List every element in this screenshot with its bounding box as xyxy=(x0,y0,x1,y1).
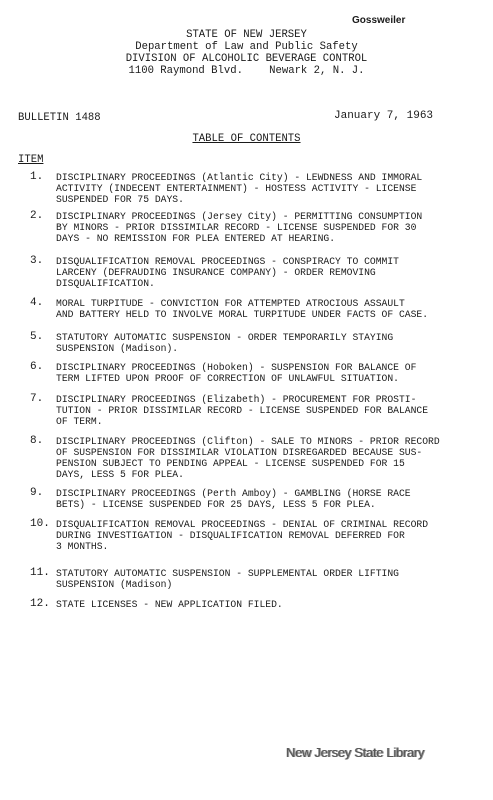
header-division: DIVISION OF ALCOHOLIC BEVERAGE CONTROL xyxy=(125,53,368,65)
item-text xyxy=(56,519,481,552)
item-text-line: STATUTORY AUTOMATIC SUSPENSION - ORDER TEMPORARILY STAYING xyxy=(56,332,394,343)
item-text xyxy=(56,298,481,320)
item-text xyxy=(56,211,481,244)
item-text-line: DAYS - NO REMISSION FOR PLEA ENTERED AT HEARING. xyxy=(56,233,336,244)
item-text xyxy=(56,488,481,510)
item-text-line: SUSPENSION (Madison). xyxy=(56,343,179,354)
item-number: 9. xyxy=(30,487,44,499)
item-text-line: DISQUALIFICATION REMOVAL PROCEEDINGS - DENIAL OF CRIMINAL RECORD xyxy=(56,519,429,530)
item-text-line: DISCIPLINARY PROCEEDINGS (Hoboken) - SUSPENSION FOR BALANCE OF xyxy=(56,362,417,373)
bulletin-date: January 7, 1963 xyxy=(334,110,434,122)
item-text-line: DISQUALIFICATION. xyxy=(56,278,155,289)
item-text-line: DISCIPLINARY PROCEEDINGS (Clifton) - SALE TO MINORS - PRIOR RECORD xyxy=(56,436,440,447)
item-text-line: MORAL TURPITUDE - CONVICTION FOR ATTEMPTED ATROCIOUS ASSAULT xyxy=(56,298,405,309)
item-text-line: DURING INVESTIGATION - DISQUALIFICATION REMOVAL DEFERRED FOR xyxy=(56,530,405,541)
item-column-header: ITEM xyxy=(18,154,44,166)
item-text-line: OF SUSPENSION FOR DISSIMILAR VIOLATION DISREGARDED BECAUSE SUS- xyxy=(56,447,423,458)
item-text-line: DISCIPLINARY PROCEEDINGS (Jersey City) - PERMITTING CONSUMPTION xyxy=(56,211,423,222)
item-text-line: ACTIVITY (INDECENT ENTERTAINMENT) - HOSTESS ACTIVITY - LICENSE xyxy=(56,183,417,194)
item-number: 11. xyxy=(30,567,50,579)
item-text-line: TERM LIFTED UPON PROOF OF CORRECTION OF UNLAWFUL SITUATION. xyxy=(56,373,399,384)
address-street: 1100 Raymond Blvd. xyxy=(128,65,243,77)
item-text xyxy=(56,394,481,427)
item-text xyxy=(56,599,481,610)
item-text-line: BY MINORS - PRIOR DISSIMILAR RECORD - LICENSE SUSPENDED FOR 30 xyxy=(56,222,417,233)
item-text xyxy=(56,568,481,590)
item-number: 1. xyxy=(30,171,44,183)
item-number: 7. xyxy=(30,393,44,405)
item-text xyxy=(56,172,481,205)
item-text-line: STATE LICENSES - NEW APPLICATION FILED. xyxy=(56,599,283,610)
item-text-line: AND BATTERY HELD TO INVOLVE MORAL TURPITUDE UNDER FACTS OF CASE. xyxy=(56,309,429,320)
item-text-line: SUSPENDED FOR 75 DAYS. xyxy=(56,194,184,205)
toc-title: TABLE OF CONTENTS xyxy=(192,133,301,145)
header-address xyxy=(0,66,493,77)
item-text xyxy=(56,332,481,354)
bulletin-number: BULLETIN 1488 xyxy=(18,112,101,124)
item-text xyxy=(56,362,481,384)
item-text-line: DISCIPLINARY PROCEEDINGS (Atlantic City) - LEWDNESS AND IMMORAL xyxy=(56,172,423,183)
item-number: 3. xyxy=(30,255,44,267)
item-text-line: DISCIPLINARY PROCEEDINGS (Elizabeth) - PROCUREMENT FOR PROSTI- xyxy=(56,394,417,405)
item-number: 5. xyxy=(30,331,44,343)
item-text-line: STATUTORY AUTOMATIC SUSPENSION - SUPPLEMENTAL ORDER LIFTING xyxy=(56,568,399,579)
item-number: 4. xyxy=(30,297,44,309)
item-text-line: DISQUALIFICATION REMOVAL PROCEEDINGS - CONSPIRACY TO COMMIT xyxy=(56,256,399,267)
item-text-line: DAYS, LESS 5 FOR PLEA. xyxy=(56,469,184,480)
item-text xyxy=(56,436,481,480)
item-text-line: DISCIPLINARY PROCEEDINGS (Perth Amboy) - GAMBLING (HORSE RACE xyxy=(56,488,411,499)
header-state: STATE OF NEW JERSEY xyxy=(186,29,307,41)
header-department: Department of Law and Public Safety xyxy=(135,41,358,53)
item-number: 10. xyxy=(30,518,50,530)
item-number: 12. xyxy=(30,598,50,610)
item-number: 8. xyxy=(30,435,44,447)
item-text-line: SUSPENSION (Madison) xyxy=(56,579,173,590)
item-number: 2. xyxy=(30,210,44,222)
address-city: Newark 2, N. J. xyxy=(269,65,365,77)
item-number: 6. xyxy=(30,361,44,373)
item-text-line: LARCENY (DEFRAUDING INSURANCE COMPANY) - ORDER REMOVING xyxy=(56,267,376,278)
item-text-line: PENSION SUBJECT TO PENDING APPEAL - LICENSE SUSPENDED FOR 15 xyxy=(56,458,405,469)
item-text-line: 3 MONTHS. xyxy=(56,541,109,552)
name-stamp: Gossweiler xyxy=(352,15,406,26)
item-text-line: BETS) - LICENSE SUSPENDED FOR 25 DAYS, LESS 5 FOR PLEA. xyxy=(56,499,376,510)
item-text-line: TUTION - PRIOR DISSIMILAR RECORD - LICENSE SUSPENDED FOR BALANCE xyxy=(56,405,429,416)
item-text-line: OF TERM. xyxy=(56,416,103,427)
library-stamp: New Jersey State Library xyxy=(286,745,425,760)
item-text xyxy=(56,256,481,289)
